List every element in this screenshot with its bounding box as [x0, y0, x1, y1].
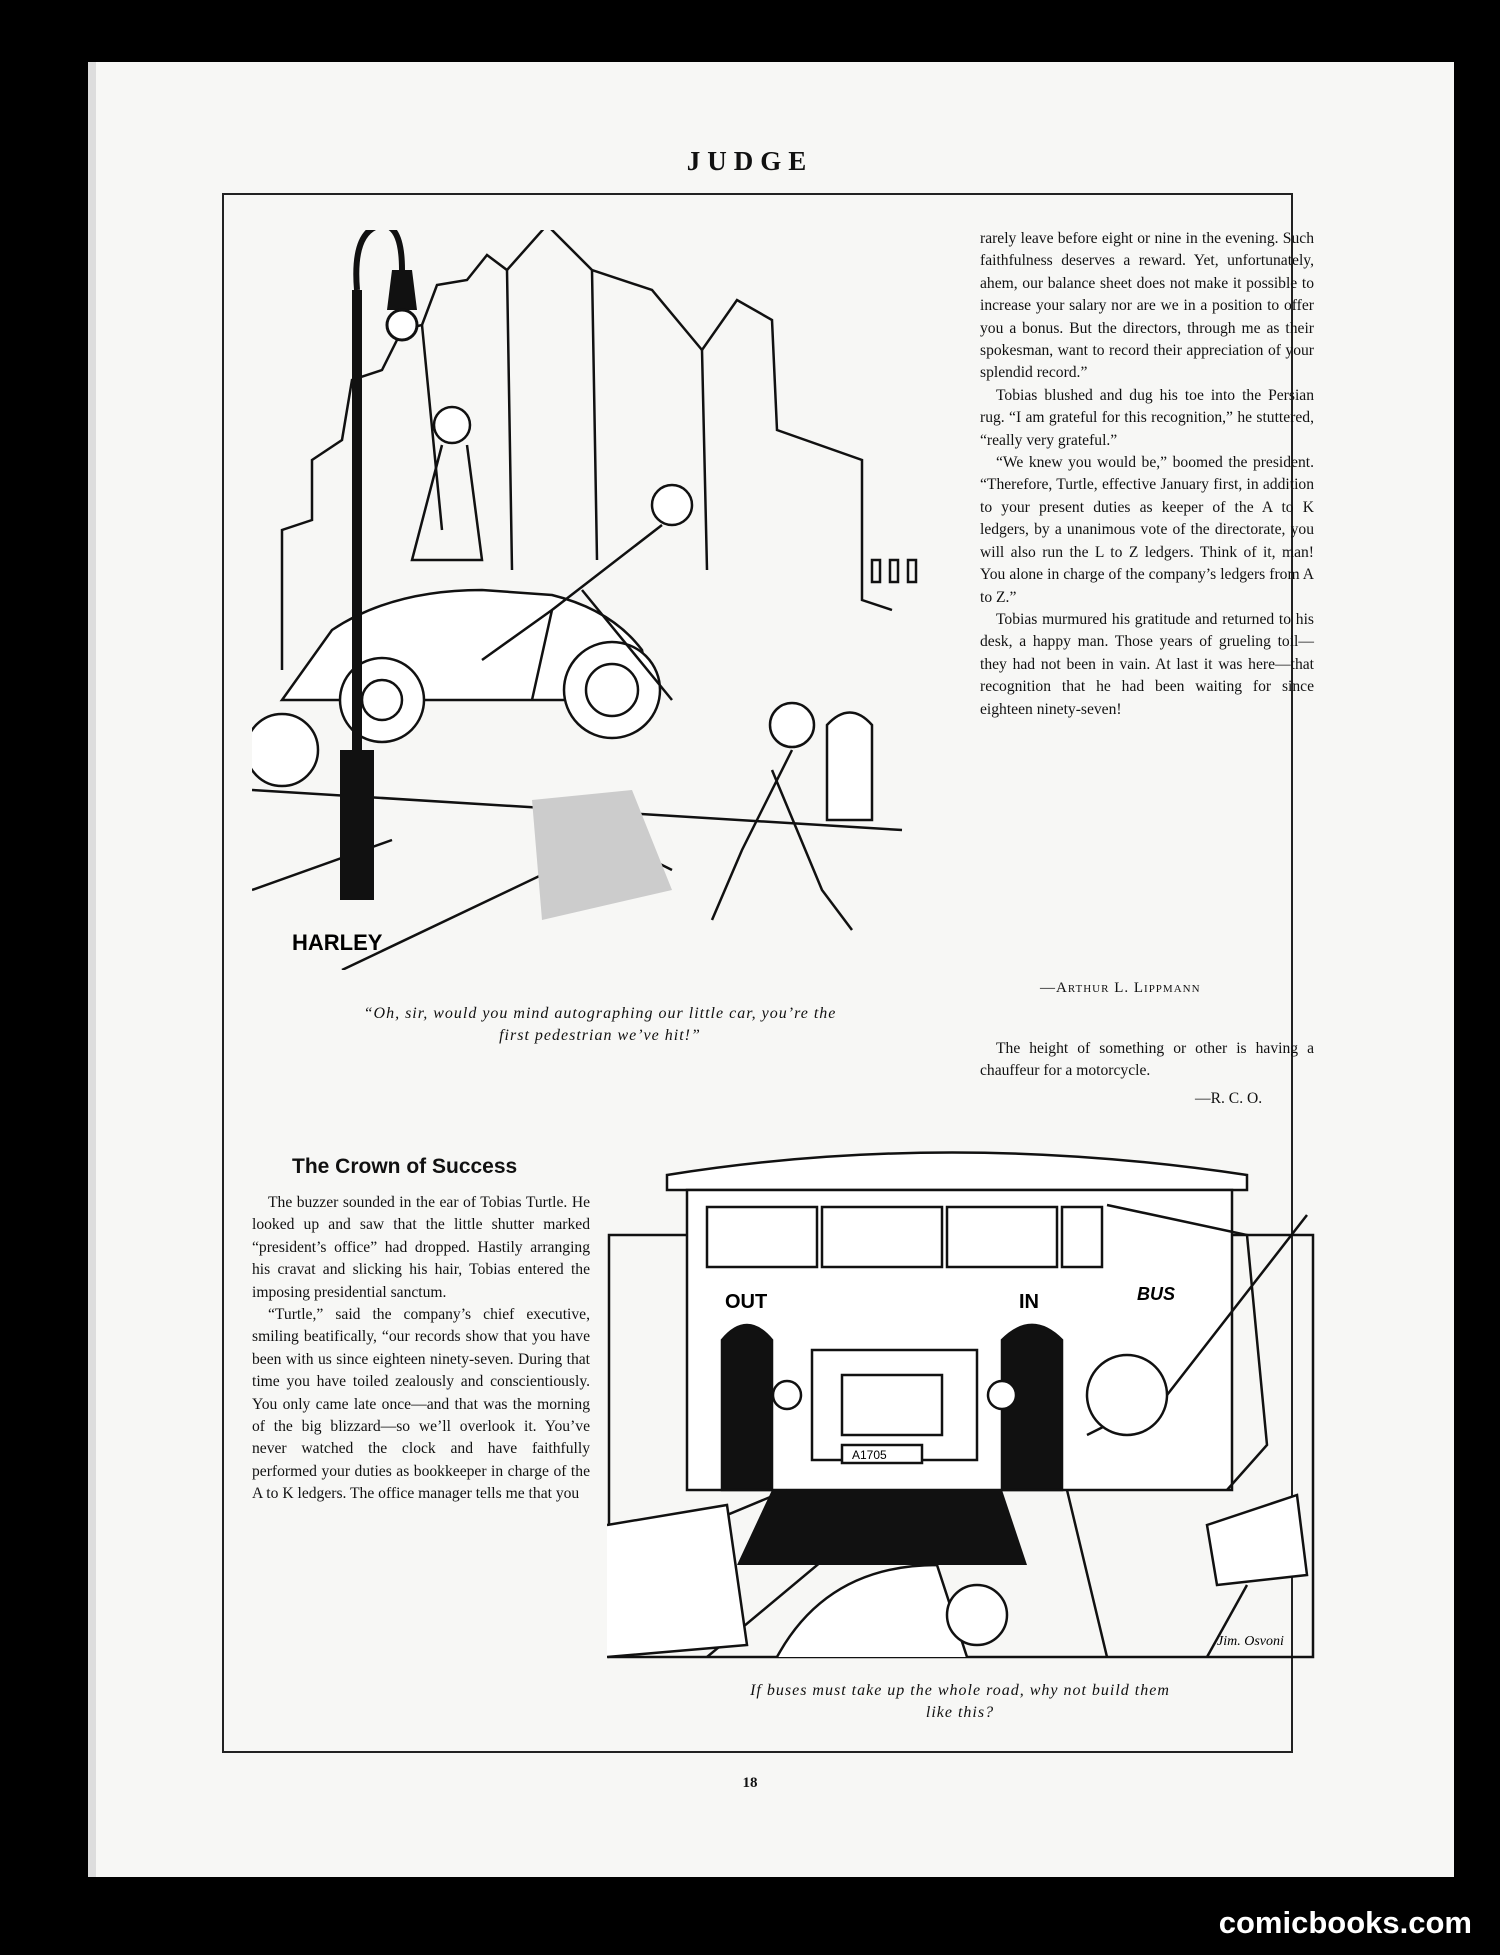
story-body	[252, 1192, 590, 1506]
paragraph: rarely leave before eight or nine in the evening. Such faithfulness deserves a reward. Yet, unfortunately, ahem, our balance sheet does not make it possible to increase your salary nor are we in a position to offer you a bonus. But the directors, through me as their spokesman, want to record their appreciation of your splendid record.”	[980, 230, 1314, 382]
story-continuation	[980, 228, 1314, 721]
cartoon-caption	[270, 1003, 930, 1047]
paragraph: The buzzer sounded in the ear of Tobias Turtle. He looked up and saw that the little shutter marked “president’s office” had dropped. Hastily arranging his cravat and slicking his hair, Tobias entered the imposing presidential sanctum.	[252, 1194, 590, 1301]
bus-in-label: IN	[1019, 1291, 1039, 1313]
bus-cartoon	[607, 1145, 1315, 1665]
bus-side-label: BUS	[1137, 1284, 1176, 1304]
byline-dash: —	[1040, 980, 1056, 996]
story-title: The Crown of Success	[292, 1155, 518, 1178]
license-plate: A1705	[852, 1448, 887, 1462]
paragraph: “We knew you would be,” boomed the president. “Therefore, Turtle, effective January first, in addition to your present duties as keeper of the A to K ledgers, by a unanimous vote of the directorate, you will also run the L to Z ledgers. Think of it, man! You alone in charge of the company’s ledgers from A to Z.”	[980, 454, 1314, 606]
paragraph: Tobias murmured his gratitude and returned to his desk, a happy man. Those years of grueling toil—they had not been in vain. At last it was here—that recognition that he had been waiting for since eighteen ninety-seven!	[980, 610, 1314, 718]
car-pedestrian-cartoon	[252, 230, 952, 970]
caption-line-2: like this?	[925, 1704, 995, 1721]
caption-line-1: If buses must take up the whole road, why not build them	[750, 1682, 1170, 1699]
cartoonist-signature: Jim. Osvoni	[1217, 1634, 1284, 1649]
page-edge	[88, 62, 96, 1877]
bus-cartoon-caption	[640, 1680, 1280, 1724]
caption-line-1: “Oh, sir, would you mind autographing our little car, you’re the	[363, 1005, 837, 1022]
joke-text: The height of something or other is having a chauffeur for a motorcycle.	[980, 1040, 1314, 1080]
page-number: 18	[742, 1775, 758, 1791]
joke-signature: —R. C. O.	[1195, 1090, 1263, 1107]
author-name: Arthur L. Lippmann	[1056, 980, 1201, 996]
masthead: JUDGE	[686, 146, 814, 176]
byline	[1040, 980, 1201, 997]
joke	[980, 1038, 1314, 1083]
binding-gutter	[1454, 62, 1500, 1877]
paragraph: “Turtle,” said the company’s chief executive, smiling beatifically, “our records show that you have been with us since eighteen ninety-seven. During that time you have toiled zealously and conscientiously. You only came late once—and that was the morning of the big blizzard—so we’ll overlook it. You’ve never watched the clock and have faithfully performed your duties as bookkeeper in charge of the A to K ledgers. The office manager tells me that you	[252, 1306, 590, 1503]
paragraph: Tobias blushed and dug his toe into the Persian rug. “I am grateful for this recognition,” he stuttered, “really very grateful.”	[980, 386, 1314, 449]
caption-line-2: first pedestrian we’ve hit!”	[499, 1027, 701, 1044]
cartoonist-signature: HARLEY	[292, 930, 383, 955]
bus-out-label: OUT	[725, 1291, 768, 1313]
watermark: comicbooks.com	[1218, 1905, 1472, 1940]
